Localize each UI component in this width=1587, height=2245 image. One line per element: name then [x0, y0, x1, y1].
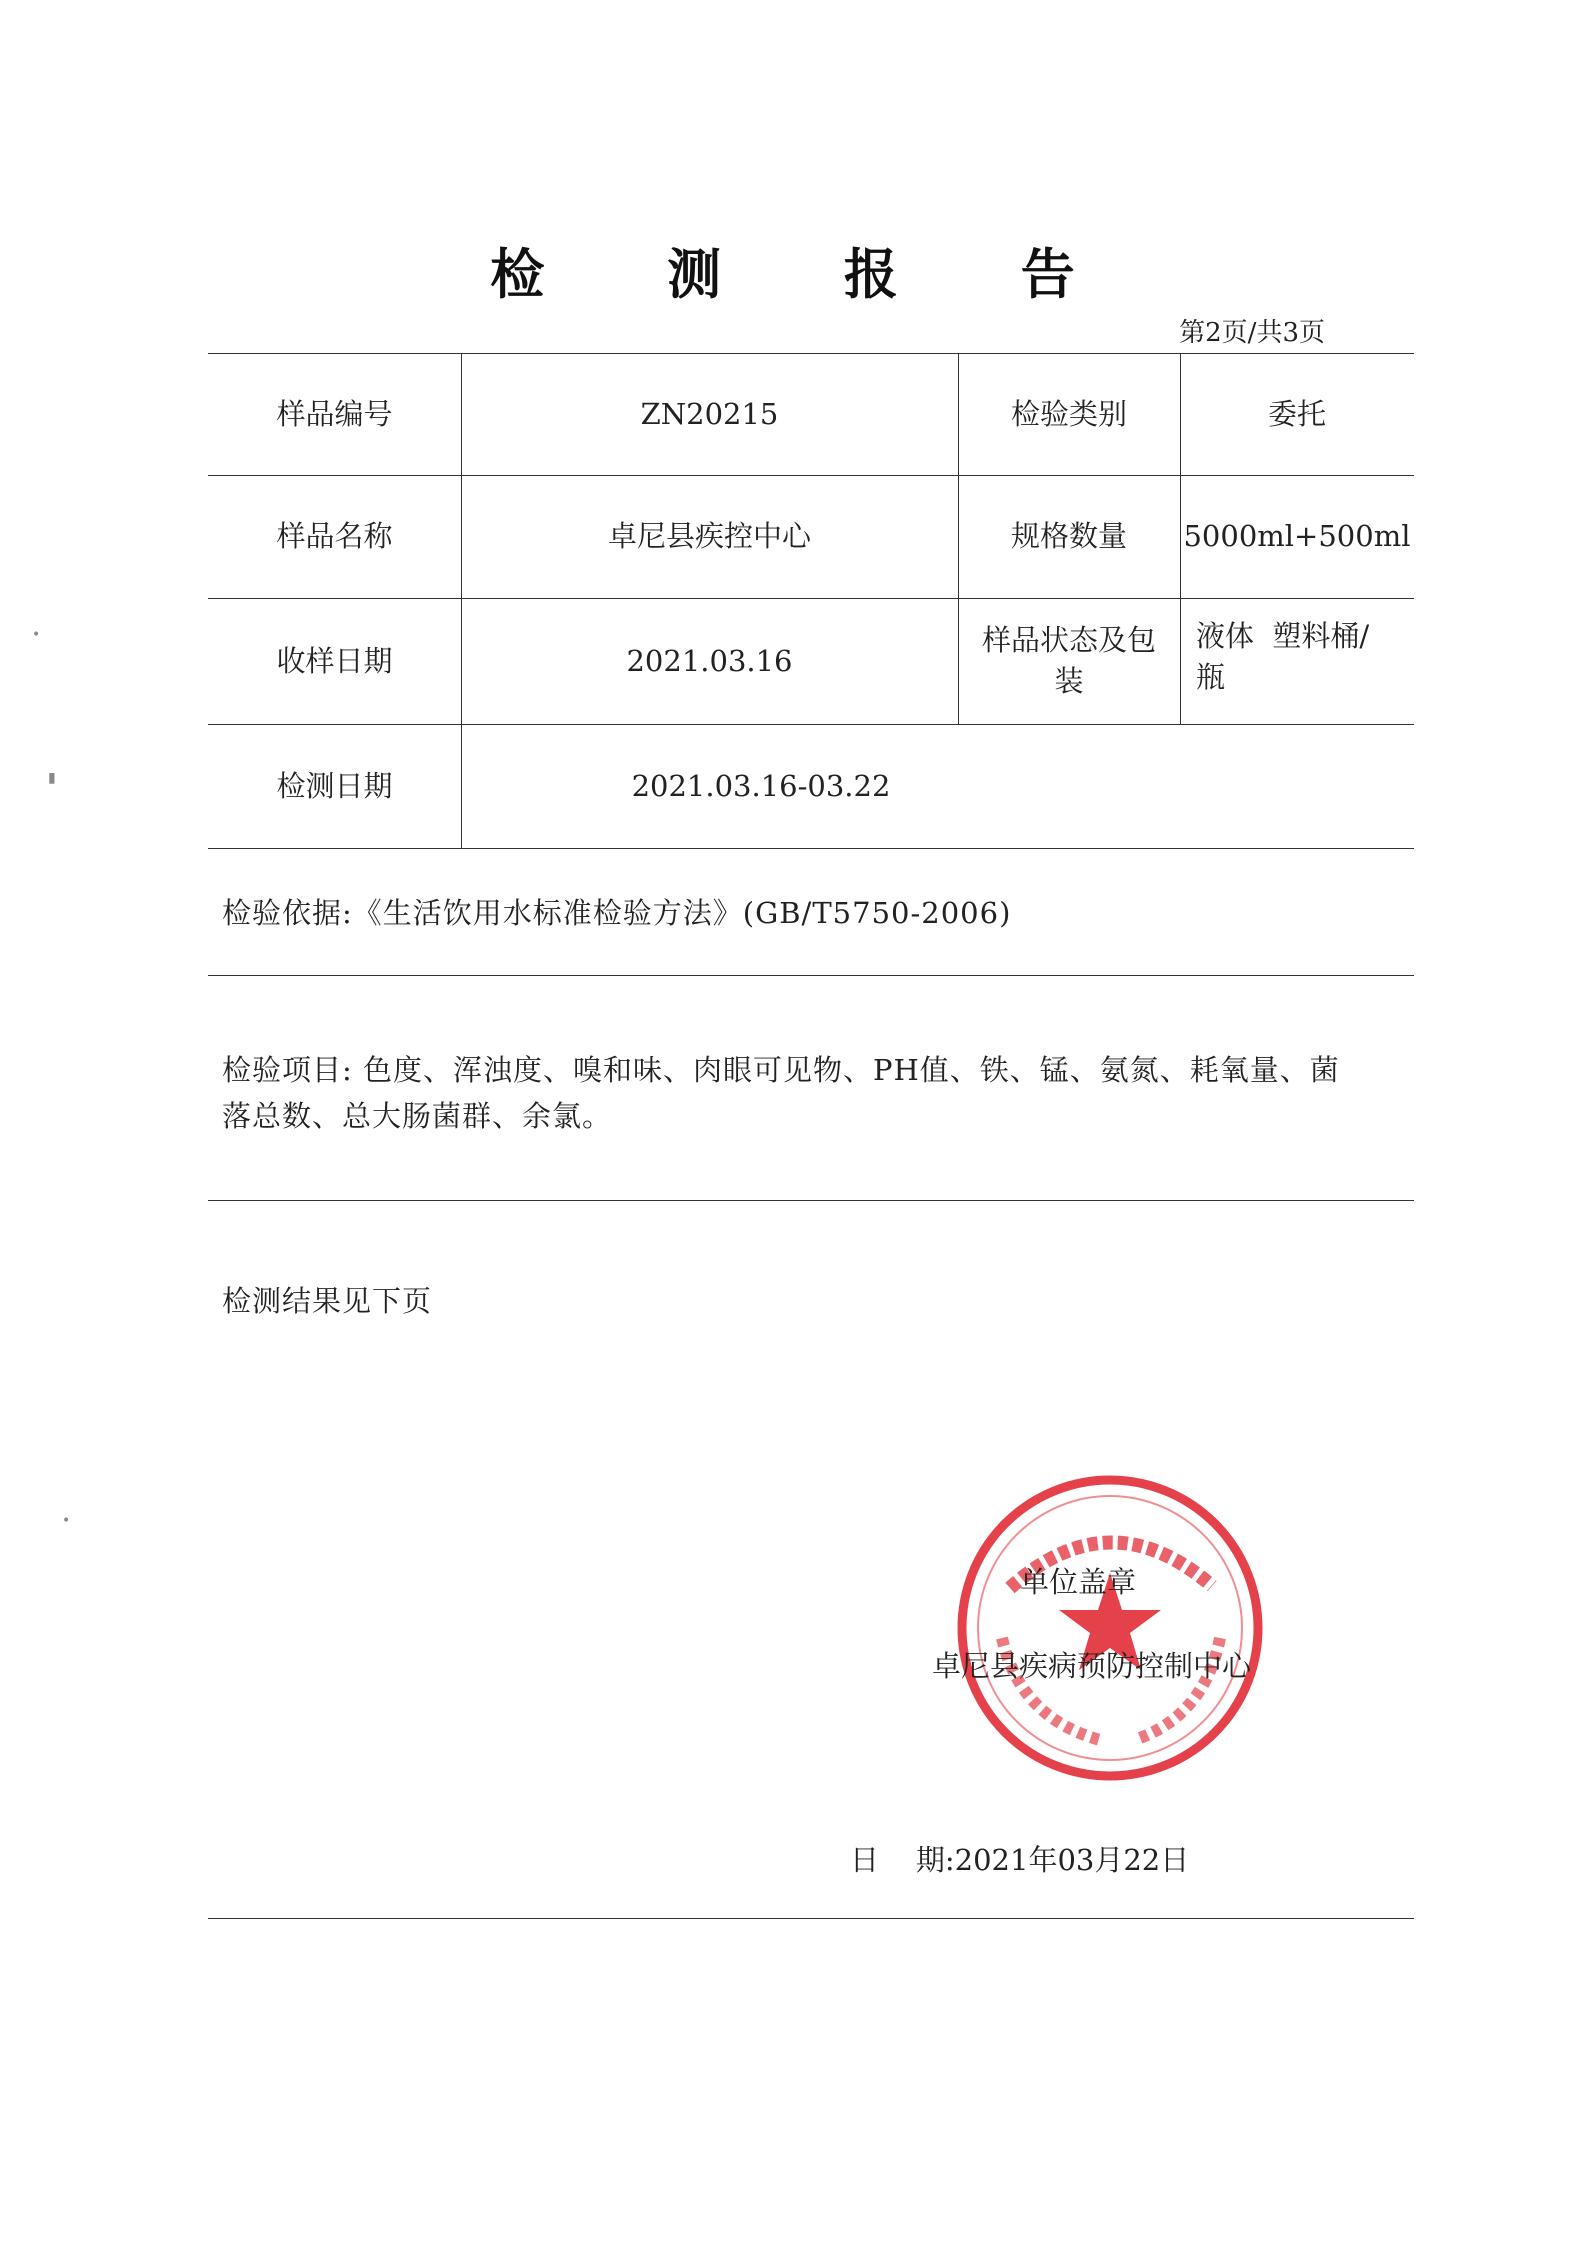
test-basis: 检验依据:《生活饮用水标准检验方法》(GB/T5750-2006)	[222, 896, 1012, 930]
sample-name-label: 样品名称	[276, 519, 393, 554]
receipt-date-value: 2021.03.16	[626, 643, 793, 678]
organization-name: 卓尼县疾病预防控制中心	[932, 1649, 1252, 1683]
report-date: 日 期:2021年03月22日	[850, 1843, 1190, 1877]
test-items-line1: 检验项目: 色度、浑浊度、嗅和味、肉眼可见物、PH值、铁、锰、氨氮、耗氧量、菌	[222, 1053, 1340, 1087]
test-items-line2: 落总数、总大肠菌群、余氯。	[222, 1099, 613, 1133]
scan-speck: ▮	[48, 770, 56, 786]
results-note: 检测结果见下页	[222, 1284, 433, 1318]
test-date-label: 检测日期	[276, 768, 393, 803]
test-category-value: 委托	[1267, 396, 1326, 431]
scan-speck: •	[62, 1513, 71, 1529]
sample-state-value-line2: 瓶	[1196, 659, 1226, 694]
footer-rule	[208, 1918, 1414, 1919]
sample-id-value: ZN20215	[640, 396, 779, 431]
sample-state-value-line1: 液体 塑料桶/	[1196, 619, 1370, 653]
test-date-value: 2021.03.16-03.22	[631, 768, 891, 803]
seal-label: 单位盖章	[1020, 1565, 1137, 1599]
spec-quantity-label: 规格数量	[1010, 519, 1127, 554]
sample-id-label: 样品编号	[276, 396, 393, 431]
section-rule	[208, 1200, 1414, 1201]
table-bottom-rule	[208, 848, 1414, 849]
scan-speck: •	[32, 627, 41, 643]
receipt-date-label: 收样日期	[276, 643, 393, 678]
sample-state-label-line2: 装	[1054, 664, 1084, 698]
section-rule	[208, 975, 1414, 976]
page-indicator: 第2页/共3页	[1179, 318, 1325, 348]
sample-state-label	[958, 598, 1180, 724]
sample-state-label-line1: 样品状态及包	[981, 623, 1156, 658]
official-seal	[950, 1468, 1270, 1788]
sample-name-value: 卓尼县疾控中心	[607, 519, 811, 554]
sample-state-value	[1196, 598, 1410, 724]
spec-quantity-value: 5000ml+500ml	[1183, 519, 1411, 554]
test-category-label: 检验类别	[1010, 396, 1127, 431]
report-title: 检 测 报 告	[490, 243, 1127, 306]
